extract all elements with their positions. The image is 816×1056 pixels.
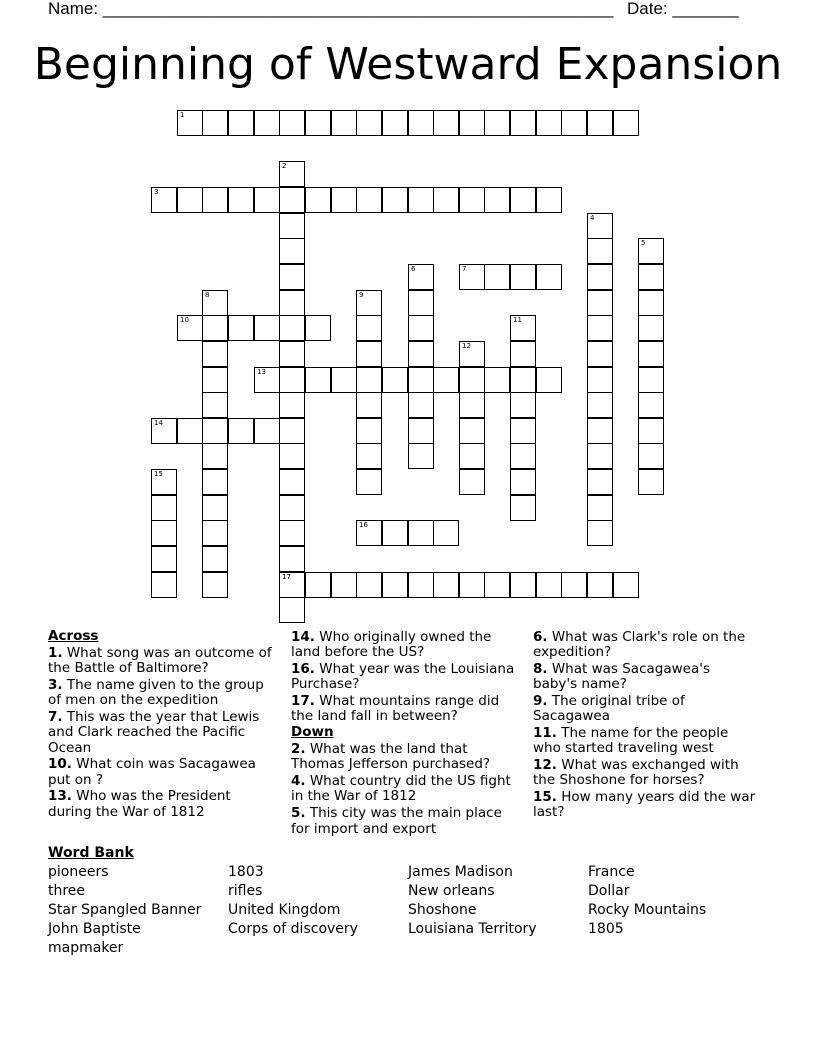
across-clue-13: 13. Who was the President during the War of 1812 bbox=[48, 788, 231, 820]
crossword-cell[interactable] bbox=[279, 264, 305, 290]
crossword-cell[interactable] bbox=[279, 238, 305, 264]
crossword-cell[interactable] bbox=[331, 110, 357, 136]
crossword-cell[interactable] bbox=[510, 187, 536, 213]
crossword-cell[interactable] bbox=[484, 264, 510, 290]
crossword-cell[interactable] bbox=[202, 187, 228, 213]
crossword-cell[interactable] bbox=[279, 469, 305, 495]
crossword-cell[interactable] bbox=[587, 110, 613, 136]
crossword-cell[interactable] bbox=[331, 572, 357, 598]
word-bank-item: Shoshone bbox=[408, 902, 477, 918]
cell-number: 9 bbox=[359, 291, 364, 299]
word-bank-item: Dollar bbox=[588, 883, 630, 899]
crossword-cell[interactable] bbox=[356, 341, 382, 367]
crossword-cell[interactable] bbox=[151, 418, 177, 444]
crossword-cell[interactable] bbox=[408, 264, 434, 290]
across-clue-17: 17. What mountains range did the land fall in between? bbox=[291, 692, 500, 724]
cell-number: 10 bbox=[180, 316, 189, 324]
crossword-cell[interactable] bbox=[613, 110, 639, 136]
crossword-cell[interactable] bbox=[510, 392, 536, 418]
crossword-cell[interactable] bbox=[177, 315, 203, 341]
crossword-cell[interactable] bbox=[587, 264, 613, 290]
crossword-cell[interactable] bbox=[638, 367, 664, 393]
crossword-cell[interactable] bbox=[408, 392, 434, 418]
crossword-cell[interactable] bbox=[638, 264, 664, 290]
down-clue-6: 6. What was Clark's role on the expedition? bbox=[533, 628, 746, 660]
across-clue-7: 7. This was the year that Lewis and Clark reached the Pacific Ocean bbox=[48, 708, 260, 756]
cell-number: 1 bbox=[180, 111, 185, 119]
across-clue-16: 16. What year was the Louisiana Purchase? bbox=[291, 660, 515, 692]
crossword-cell[interactable] bbox=[561, 110, 587, 136]
crossword-cell[interactable] bbox=[279, 392, 305, 418]
crossword-cell[interactable] bbox=[228, 418, 254, 444]
cell-number: 2 bbox=[282, 162, 287, 170]
word-bank-item: James Madison bbox=[408, 864, 513, 880]
crossword-cell[interactable] bbox=[459, 443, 485, 469]
crossword-cell[interactable] bbox=[177, 187, 203, 213]
crossword-cell[interactable] bbox=[484, 572, 510, 598]
across-clue-10: 10. What coin was Sacagawea put on ? bbox=[48, 756, 256, 788]
word-bank-item: three bbox=[48, 883, 86, 899]
crossword-cell[interactable] bbox=[177, 110, 203, 136]
word-bank bbox=[48, 863, 768, 963]
crossword-cell[interactable] bbox=[638, 443, 664, 469]
crossword-cell[interactable] bbox=[510, 341, 536, 367]
crossword-cell[interactable] bbox=[587, 520, 613, 546]
cell-number: 12 bbox=[462, 342, 471, 350]
crossword-cell[interactable] bbox=[202, 572, 228, 598]
crossword-cell[interactable] bbox=[613, 572, 639, 598]
word-bank-item: 1805 bbox=[588, 921, 624, 937]
crossword-cell[interactable] bbox=[484, 367, 510, 393]
crossword-cell[interactable] bbox=[305, 315, 331, 341]
crossword-cell[interactable] bbox=[638, 469, 664, 495]
cell-number: 14 bbox=[154, 419, 163, 427]
down-clue-4: 4. What country did the US fight in the War of 1812 bbox=[291, 773, 511, 805]
crossword-cell[interactable] bbox=[587, 495, 613, 521]
crossword-cell[interactable] bbox=[382, 110, 408, 136]
crossword-cell[interactable] bbox=[356, 187, 382, 213]
crossword-cell[interactable] bbox=[305, 367, 331, 393]
crossword-cell[interactable] bbox=[279, 520, 305, 546]
crossword-cell[interactable] bbox=[510, 110, 536, 136]
crossword-cell[interactable] bbox=[536, 264, 562, 290]
crossword-cell[interactable] bbox=[279, 341, 305, 367]
crossword-cell[interactable] bbox=[279, 315, 305, 341]
crossword-cell[interactable] bbox=[202, 315, 228, 341]
crossword-cell[interactable] bbox=[202, 495, 228, 521]
crossword-cell[interactable] bbox=[459, 469, 485, 495]
crossword-cell[interactable] bbox=[151, 572, 177, 598]
crossword-cell[interactable] bbox=[587, 443, 613, 469]
crossword-cell[interactable] bbox=[151, 187, 177, 213]
across-clue-3: 3. The name given to the group of men on the expedition bbox=[48, 676, 264, 709]
word-bank-item: rifles bbox=[228, 883, 263, 899]
crossword-cell[interactable] bbox=[459, 341, 485, 367]
crossword-cell[interactable] bbox=[279, 546, 305, 572]
cell-number: 4 bbox=[590, 214, 595, 222]
across-clue-14: 14. Who originally owned the land before the US? bbox=[291, 628, 492, 660]
crossword-cell[interactable] bbox=[279, 495, 305, 521]
crossword-cell[interactable] bbox=[638, 392, 664, 418]
down-clue-15: 15. How many years did the war last? bbox=[533, 788, 756, 821]
word-bank-heading: Word Bank bbox=[48, 845, 134, 861]
crossword-cell[interactable] bbox=[459, 187, 485, 213]
crossword-cell[interactable] bbox=[510, 443, 536, 469]
crossword-cell[interactable] bbox=[279, 161, 305, 187]
across-clue-1: 1. What song was an outcome of the Battle of Baltimore? bbox=[48, 644, 272, 677]
clues-column-2 bbox=[291, 628, 516, 837]
cell-number: 8 bbox=[205, 291, 210, 299]
down-clue-11: 11. The name for the people who started traveling west bbox=[533, 724, 729, 757]
crossword-cell[interactable] bbox=[305, 110, 331, 136]
crossword-cell[interactable] bbox=[587, 469, 613, 495]
crossword-cell[interactable] bbox=[356, 110, 382, 136]
clues-column-1 bbox=[48, 628, 273, 820]
down-clue-8: 8. What was Sacagawea's baby's name? bbox=[533, 660, 710, 692]
crossword-cell[interactable] bbox=[356, 469, 382, 495]
crossword-cell[interactable] bbox=[484, 187, 510, 213]
crossword-cell[interactable] bbox=[254, 367, 280, 393]
crossword-cell[interactable] bbox=[331, 187, 357, 213]
crossword-cell[interactable] bbox=[202, 110, 228, 136]
crossword-cell[interactable] bbox=[587, 238, 613, 264]
crossword-cell[interactable] bbox=[151, 546, 177, 572]
crossword-cell[interactable] bbox=[279, 187, 305, 213]
crossword-cell[interactable] bbox=[510, 367, 536, 393]
crossword-cell[interactable] bbox=[459, 572, 485, 598]
crossword-cell[interactable] bbox=[587, 315, 613, 341]
word-bank-item: Rocky Mountains bbox=[588, 902, 707, 918]
crossword-cell[interactable] bbox=[408, 572, 434, 598]
crossword-cell[interactable] bbox=[202, 418, 228, 444]
crossword-cell[interactable] bbox=[279, 572, 305, 598]
crossword-cell[interactable] bbox=[408, 418, 434, 444]
crossword-cell[interactable] bbox=[305, 572, 331, 598]
crossword-cell[interactable] bbox=[510, 315, 536, 341]
crossword-cell[interactable] bbox=[202, 290, 228, 316]
crossword-cell[interactable] bbox=[536, 572, 562, 598]
word-bank-item: Star Spangled Banner bbox=[48, 902, 202, 918]
crossword-cell[interactable] bbox=[279, 443, 305, 469]
crossword-cell[interactable] bbox=[279, 418, 305, 444]
crossword-cell[interactable] bbox=[510, 572, 536, 598]
crossword-cell[interactable] bbox=[356, 520, 382, 546]
word-bank-item: mapmaker bbox=[48, 940, 124, 956]
crossword-cell[interactable] bbox=[151, 520, 177, 546]
crossword-cell[interactable] bbox=[408, 110, 434, 136]
crossword-cell[interactable] bbox=[177, 418, 203, 444]
crossword-cell[interactable] bbox=[382, 520, 408, 546]
crossword-cell[interactable] bbox=[638, 315, 664, 341]
word-bank-item: John Baptiste bbox=[48, 921, 141, 937]
cell-number: 5 bbox=[641, 239, 646, 247]
crossword-cell[interactable] bbox=[536, 110, 562, 136]
crossword-cell[interactable] bbox=[433, 110, 459, 136]
crossword-cell[interactable] bbox=[484, 110, 510, 136]
crossword-cell[interactable] bbox=[151, 469, 177, 495]
crossword-cell[interactable] bbox=[433, 367, 459, 393]
down-clue-2: 2. What was the land that Thomas Jefferson purchased? bbox=[291, 741, 491, 773]
crossword-cell[interactable] bbox=[356, 418, 382, 444]
crossword-cell[interactable] bbox=[331, 367, 357, 393]
word-bank-item: pioneers bbox=[48, 864, 109, 880]
crossword-cell[interactable] bbox=[202, 469, 228, 495]
crossword-cell[interactable] bbox=[254, 418, 280, 444]
crossword-cell[interactable] bbox=[587, 341, 613, 367]
crossword-cell[interactable] bbox=[408, 367, 434, 393]
crossword-cell[interactable] bbox=[228, 315, 254, 341]
crossword-cell[interactable] bbox=[408, 520, 434, 546]
crossword-cell[interactable] bbox=[382, 367, 408, 393]
cell-number: 15 bbox=[154, 470, 163, 478]
cell-number: 6 bbox=[411, 265, 416, 273]
crossword-cell[interactable] bbox=[433, 520, 459, 546]
crossword-cell[interactable] bbox=[254, 187, 280, 213]
crossword-cell[interactable] bbox=[254, 110, 280, 136]
crossword-cell[interactable] bbox=[587, 213, 613, 239]
crossword-cell[interactable] bbox=[587, 418, 613, 444]
crossword-cell[interactable] bbox=[459, 367, 485, 393]
down-heading: Down bbox=[291, 724, 334, 741]
crossword-cell[interactable] bbox=[202, 546, 228, 572]
crossword-cell[interactable] bbox=[638, 290, 664, 316]
cell-number: 13 bbox=[257, 368, 266, 376]
crossword-cell[interactable] bbox=[382, 572, 408, 598]
crossword-cell[interactable] bbox=[433, 187, 459, 213]
crossword-cell[interactable] bbox=[202, 443, 228, 469]
name-field-line: Name: ______________________________________________________ bbox=[48, 0, 614, 18]
crossword-cell[interactable] bbox=[202, 341, 228, 367]
word-bank-item: Corps of discovery bbox=[228, 921, 358, 937]
crossword-cell[interactable] bbox=[202, 392, 228, 418]
crossword-cell[interactable] bbox=[228, 187, 254, 213]
across-heading: Across bbox=[48, 628, 99, 644]
word-bank-item: 1803 bbox=[228, 864, 264, 880]
crossword-cell[interactable] bbox=[408, 341, 434, 367]
crossword-cell[interactable] bbox=[638, 418, 664, 444]
crossword-cell[interactable] bbox=[151, 495, 177, 521]
crossword-cell[interactable] bbox=[408, 187, 434, 213]
crossword-cell[interactable] bbox=[382, 187, 408, 213]
crossword-cell[interactable] bbox=[279, 213, 305, 239]
crossword-cell[interactable] bbox=[356, 443, 382, 469]
cell-number: 17 bbox=[282, 573, 291, 581]
crossword-cell[interactable] bbox=[459, 392, 485, 418]
crossword-cell[interactable] bbox=[408, 315, 434, 341]
page-title: Beginning of Westward Expansion bbox=[33, 39, 783, 90]
cell-number: 3 bbox=[154, 188, 159, 196]
crossword-cell[interactable] bbox=[305, 187, 331, 213]
crossword-cell[interactable] bbox=[561, 572, 587, 598]
crossword-cell[interactable] bbox=[510, 264, 536, 290]
cell-number: 7 bbox=[462, 265, 467, 273]
date-field-line: Date: _______ bbox=[627, 0, 739, 18]
crossword-cell[interactable] bbox=[356, 392, 382, 418]
crossword-cell[interactable] bbox=[459, 110, 485, 136]
crossword-cell[interactable] bbox=[279, 290, 305, 316]
crossword-cell[interactable] bbox=[408, 290, 434, 316]
clues-column-3 bbox=[533, 628, 758, 821]
crossword-cell[interactable] bbox=[356, 315, 382, 341]
crossword-cell[interactable] bbox=[356, 572, 382, 598]
crossword-cell[interactable] bbox=[433, 572, 459, 598]
word-bank-item: France bbox=[588, 864, 635, 880]
crossword-cell[interactable] bbox=[279, 110, 305, 136]
crossword-cell[interactable] bbox=[408, 443, 434, 469]
crossword-cell[interactable] bbox=[228, 110, 254, 136]
crossword-cell[interactable] bbox=[356, 367, 382, 393]
down-clue-9: 9. The original tribe of Sacagawea bbox=[533, 692, 685, 724]
crossword-cell[interactable] bbox=[279, 367, 305, 393]
cell-number: 16 bbox=[359, 521, 368, 529]
crossword-cell[interactable] bbox=[510, 469, 536, 495]
crossword-cell[interactable] bbox=[536, 187, 562, 213]
crossword-cell[interactable] bbox=[587, 572, 613, 598]
crossword-cell[interactable] bbox=[202, 520, 228, 546]
crossword-cell[interactable] bbox=[587, 290, 613, 316]
crossword-cell[interactable] bbox=[459, 418, 485, 444]
crossword-cell[interactable] bbox=[254, 315, 280, 341]
crossword-cell[interactable] bbox=[587, 392, 613, 418]
crossword-cell[interactable] bbox=[356, 290, 382, 316]
crossword-cell[interactable] bbox=[638, 341, 664, 367]
cell-number: 11 bbox=[513, 316, 522, 324]
crossword-cell[interactable] bbox=[279, 597, 305, 623]
word-bank-item: United Kingdom bbox=[228, 902, 341, 918]
word-bank-item: Louisiana Territory bbox=[408, 921, 537, 937]
crossword-cell[interactable] bbox=[536, 367, 562, 393]
crossword-cell[interactable] bbox=[202, 367, 228, 393]
crossword-cell[interactable] bbox=[459, 264, 485, 290]
crossword-cell[interactable] bbox=[587, 367, 613, 393]
crossword-cell[interactable] bbox=[510, 495, 536, 521]
down-clue-12: 12. What was exchanged with the Shoshone for horses? bbox=[533, 756, 739, 789]
crossword-cell[interactable] bbox=[638, 238, 664, 264]
crossword-cell[interactable] bbox=[510, 418, 536, 444]
word-bank-item: New orleans bbox=[408, 883, 495, 899]
down-clue-5: 5. This city was the main place for import and export bbox=[291, 805, 502, 837]
